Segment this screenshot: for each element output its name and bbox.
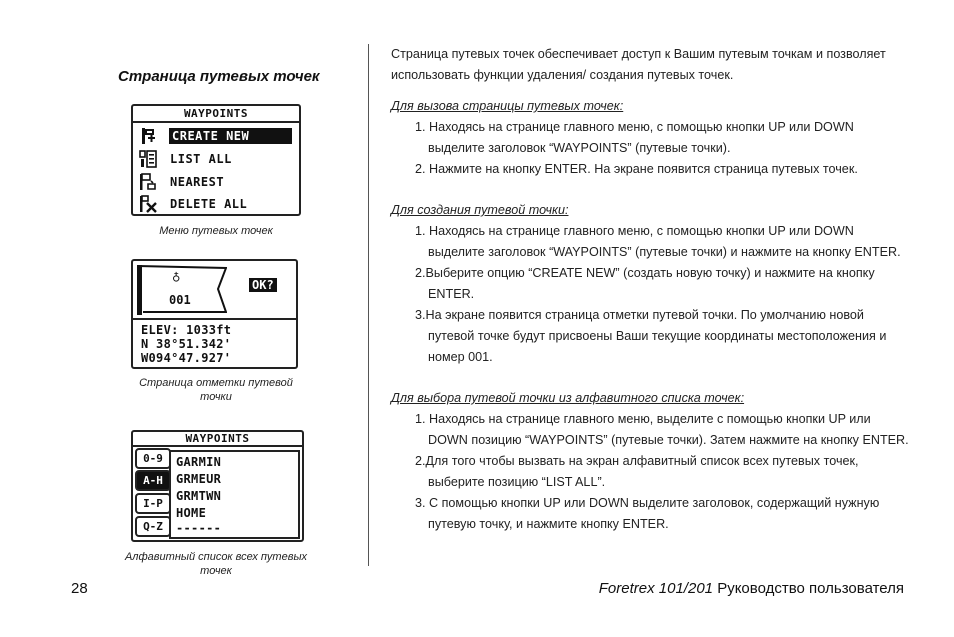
tab-0-9[interactable]: 0-9 [135,448,171,469]
longitude-field: W094°47.927' [141,351,232,365]
list-icon [139,150,157,168]
menu-item-label: NEAREST [170,175,225,189]
step: 3.На экране появится страница отметки путевой точки. По умолчанию новой путевой точке будут присвоены Ваши текущие координаты местоположения и номер 001. [415,308,887,364]
section-title: Страница путевых точек [118,68,320,85]
flag-icon [137,265,227,315]
column-divider [368,44,369,566]
waypoint-list [169,450,300,539]
list-item[interactable]: GRMEUR [176,472,222,486]
footer-title [599,580,904,597]
delete-icon [139,195,157,213]
mark-waypoint-screen [131,259,298,369]
menu-item-label: CREATE NEW [169,128,292,144]
step: 2.Для того чтобы вызвать на экран алфавитный список всех путевых точек, выберите позицию “LIST ALL”. [415,454,859,489]
menu-item-delete-all[interactable] [137,194,295,214]
list-item[interactable]: HOME [176,506,207,520]
tab-a-h[interactable]: A-H [135,470,171,491]
list-item[interactable]: GRMTWN [176,489,222,503]
tab-q-z[interactable]: Q-Z [135,516,171,537]
waypoint-list-screen [131,430,304,542]
caption-waypoints-menu: Меню путевых точек [159,225,273,237]
menu-item-nearest[interactable] [137,172,295,192]
intro-paragraph: Страница путевых точек обеспечивает доступ к Вашим путевым точкам и позволяет использовать функции удаления/ создания путевых точек. [391,47,886,82]
caption-waypoint-list: Алфавитный список всех путевых точек [124,551,308,577]
screen-header: WAYPOINTS [133,106,299,123]
waypoints-menu-screen [131,104,301,216]
step: 1. Находясь на странице главного меню, с помощью кнопки UP или DOWN выделите заголовок “WAYPOINTS” (путевые точки). [415,120,854,155]
heading-create-waypoint: Для создания путевой точки: [391,203,569,217]
page-number: 28 [71,580,88,597]
menu-item-create-new[interactable] [137,126,295,146]
footer-brand: Foretrex 101/201 [598,580,714,597]
menu-item-label: LIST ALL [170,152,232,166]
latitude-field: N 38°51.342' [141,337,232,351]
step: 2.Выберите опцию “CREATE NEW” (создать новую точку) и нажмите на кнопку ENTER. [415,266,875,301]
screen-header: WAYPOINTS [133,432,302,447]
menu-item-list-all[interactable] [137,149,295,169]
create-waypoint-icon [139,127,157,145]
tab-i-p[interactable]: I-P [135,493,171,514]
menu-item-label: DELETE ALL [170,197,248,211]
waypoint-symbol[interactable]: ♁ [172,269,181,285]
elevation-field: ELEV: 1033ft [141,323,232,337]
list-item: ------ [176,521,222,535]
instructions-column [391,44,911,535]
heading-open-waypoints: Для вызова страницы путевых точек: [391,99,624,113]
step: 3. С помощью кнопки UP или DOWN выделите заголовок, содержащий нужную путевую точку, и нажмите кнопку ENTER. [415,496,880,531]
divider [133,318,296,320]
ok-button[interactable]: OK? [249,278,277,292]
step: 1. Находясь на странице главного меню, с помощью кнопки UP или DOWN выделите заголовок “WAYPOINTS” (путевые точки) и нажмите на кнопку ENTER. [415,224,901,259]
list-item[interactable]: GARMIN [176,455,222,469]
nearest-icon [139,173,157,191]
caption-mark-waypoint: Страница отметки путевой точки [139,377,293,403]
waypoint-number[interactable]: 001 [169,293,191,307]
step: 2. Нажмите на кнопку ENTER. На экране появится страница путевых точек. [415,162,858,176]
heading-select-from-list: Для выбора путевой точки из алфавитного списка точек: [391,391,745,405]
step: 1. Находясь на странице главного меню, выделите с помощью кнопки UP или DOWN позицию “WAYPOINTS” (путевые точки). Затем нажмите на кнопку ENTER. [415,412,909,447]
footer-guide-title: Руководство пользователя [717,580,904,597]
